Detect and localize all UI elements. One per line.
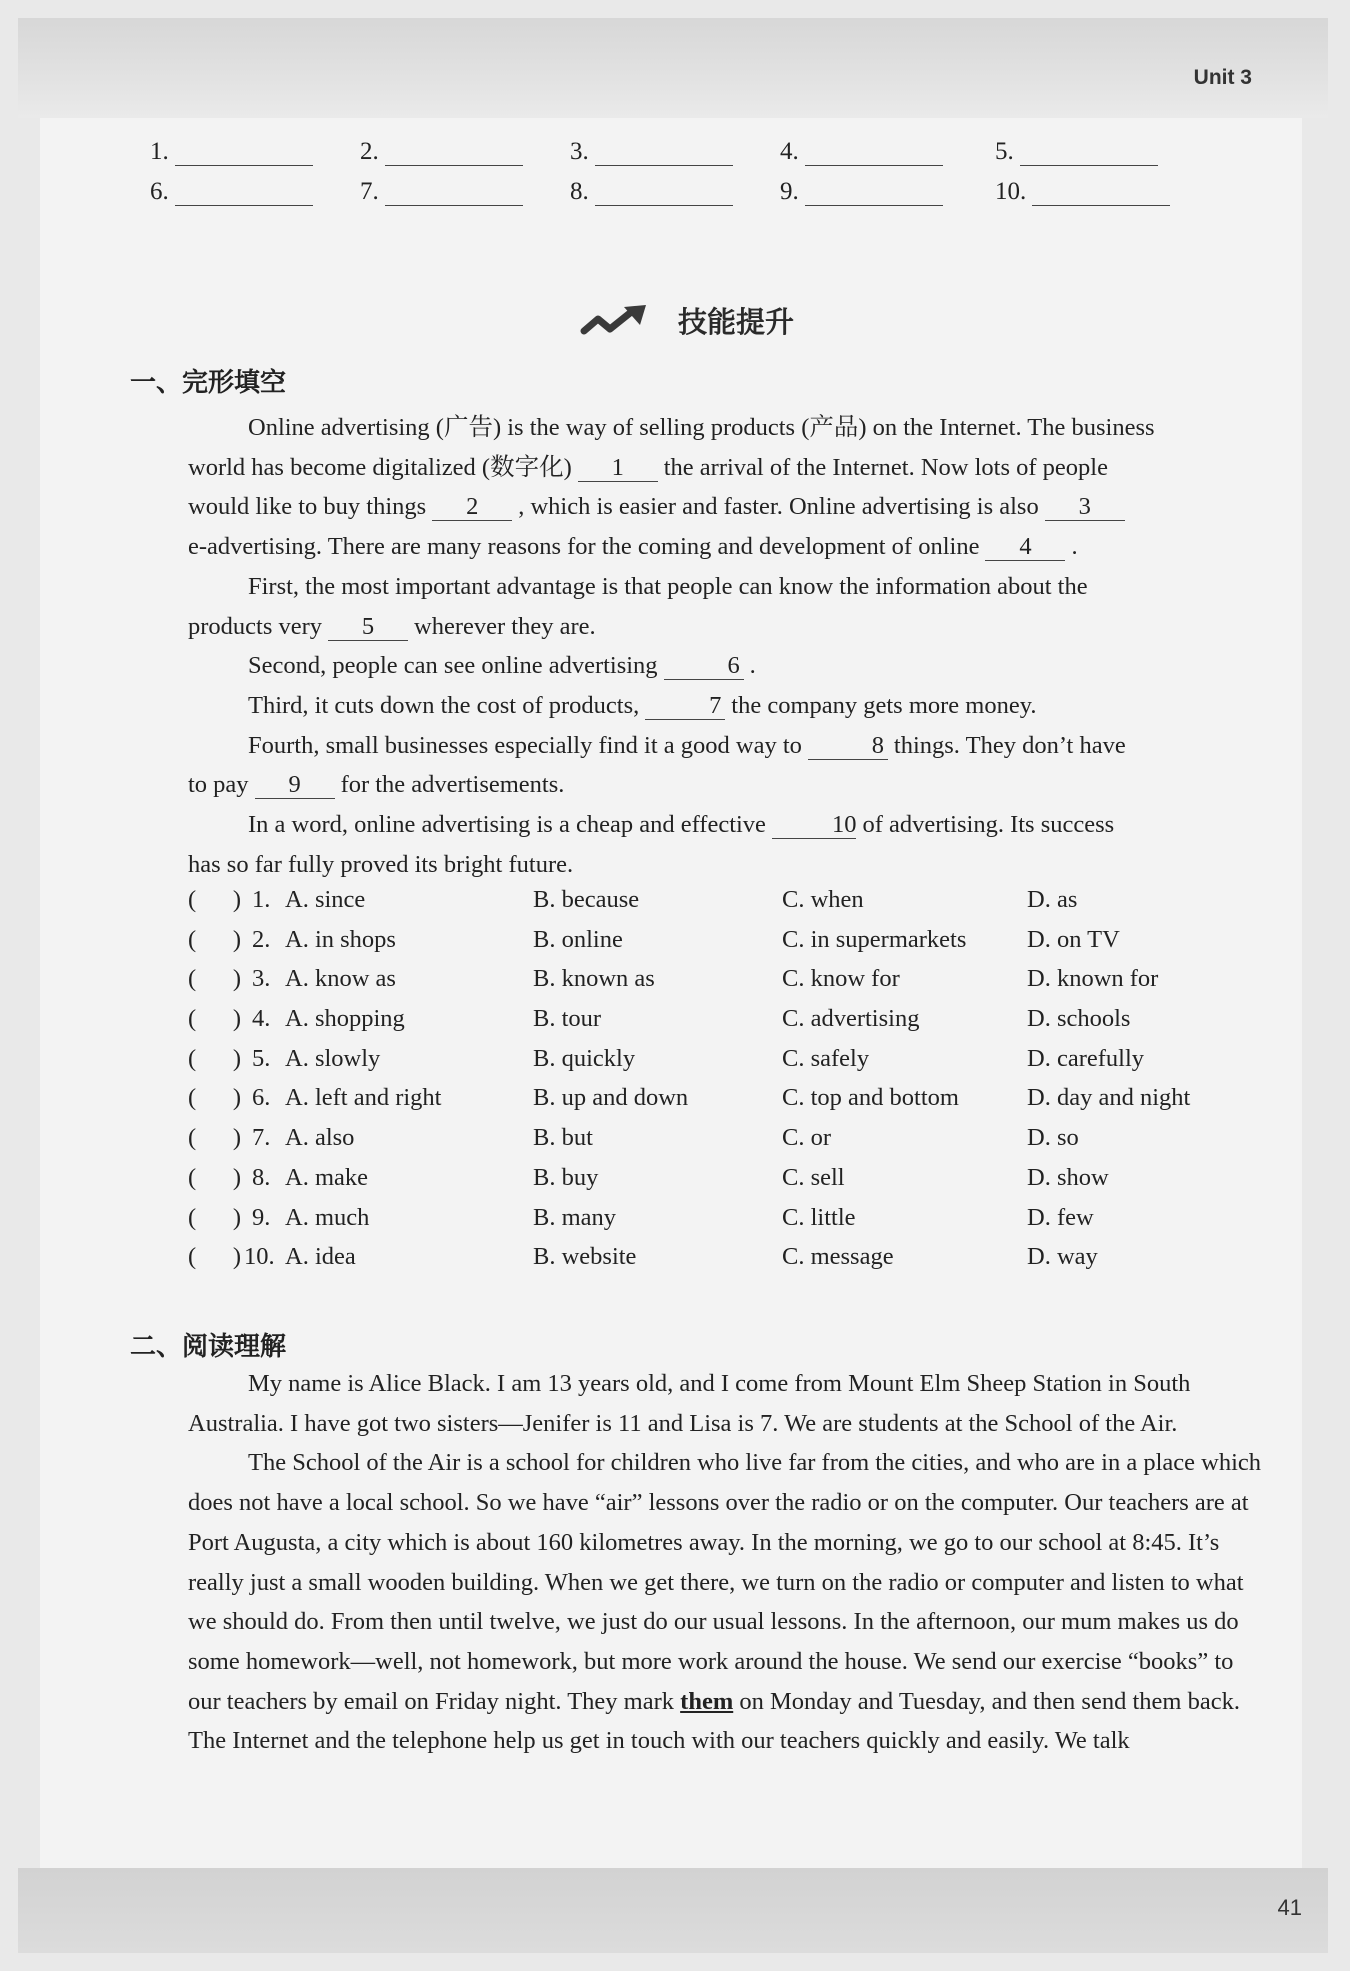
gap-blank[interactable]: 8 <box>808 733 888 760</box>
answer-blank[interactable]: 4. <box>780 138 943 166</box>
page-number: 41 <box>1277 1895 1302 1920</box>
answer-blank[interactable]: 3. <box>570 138 733 166</box>
option-b[interactable]: B. many <box>533 1203 617 1231</box>
answer-paren[interactable]: ( ) <box>188 1124 242 1152</box>
option-b[interactable]: B. quickly <box>533 1044 636 1072</box>
reading-title: 二、阅读理解 <box>130 1332 287 1362</box>
question-row <box>188 880 1268 920</box>
question-number: 4. <box>252 1005 271 1033</box>
option-a[interactable]: A. shopping <box>285 1005 405 1033</box>
option-a[interactable]: A. much <box>285 1203 370 1231</box>
cloze-passage <box>188 408 1268 884</box>
option-d[interactable]: D. few <box>1027 1203 1094 1231</box>
passage-line: Second, people can see online advertising 6 . <box>248 652 756 680</box>
option-a[interactable]: A. know as <box>285 965 396 993</box>
option-d[interactable]: D. known for <box>1027 965 1159 993</box>
gap-blank[interactable]: 4 <box>985 534 1065 561</box>
answer-paren[interactable]: ( ) <box>188 925 242 953</box>
passage-line: products very 5 wherever they are. <box>188 612 596 640</box>
question-row <box>188 1039 1268 1079</box>
question-row <box>188 920 1268 960</box>
answer-paren[interactable]: ( ) <box>188 1163 242 1191</box>
option-d[interactable]: D. carefully <box>1027 1044 1144 1072</box>
reading-paragraph: The School of the Air is a school for children who live far from the cities, and who are in a place which does not have a local school. So we have “air” lessons over the radio or on the computer. Our teachers are at Port Augusta, a city which is about 160 kilometres away. In the morning, we go to our school at 8:45. It’s really just a small wooden building. When we get there, we turn on the radio or computer and listen to what we should do. From then until twelve, we just do our usual lessons. In the afternoon, our mum makes us do some homework—well, not homework, but more work around the house. We send our exercise “books” to our teachers by email on Friday night. They mark them on Monday and Tuesday, and then send them back. The Internet and the telephone help us get in touch with our teachers quickly and easily. We talk <box>188 1449 1262 1755</box>
question-number: 5. <box>252 1044 271 1072</box>
gap-blank[interactable]: 9 <box>255 772 335 799</box>
question-row <box>188 1118 1268 1158</box>
passage-line: Fourth, small businesses especially find it a good way to 8 things. They don’t have <box>248 731 1126 759</box>
option-a[interactable]: A. since <box>285 886 366 913</box>
passage-line: Online advertising (广告) is the way of selling products (产品) on the Internet. The business <box>248 414 1155 441</box>
option-a[interactable]: A. make <box>285 1163 368 1191</box>
answer-blank[interactable]: 7. <box>360 178 523 206</box>
gap-blank[interactable]: 10 <box>772 812 857 839</box>
answer-paren[interactable]: ( ) <box>188 1203 242 1231</box>
scan-bottom-shadow <box>18 1868 1328 1953</box>
option-c[interactable]: C. in supermarkets <box>782 925 967 953</box>
gap-blank[interactable]: 5 <box>328 614 408 641</box>
question-number: 10. <box>244 1243 275 1271</box>
option-d[interactable]: D. as <box>1027 886 1078 913</box>
question-options <box>188 880 1268 1277</box>
gap-blank[interactable]: 1 <box>578 455 658 482</box>
answer-blank[interactable]: 2. <box>360 138 523 166</box>
gap-blank[interactable]: 7 <box>645 693 725 720</box>
question-row <box>188 1078 1268 1118</box>
option-d[interactable]: D. schools <box>1027 1005 1131 1033</box>
option-a[interactable]: A. idea <box>285 1243 356 1271</box>
question-row <box>188 1158 1268 1198</box>
reading-paragraph: My name is Alice Black. I am 13 years old, and I come from Mount Elm Sheep Station in South Australia. I have got two sisters—Jenifer is 11 and Lisa is 7. We are students at the School of the Air. <box>188 1370 1191 1437</box>
option-a[interactable]: A. left and right <box>285 1084 442 1112</box>
answer-blank[interactable]: 8. <box>570 178 733 206</box>
option-b[interactable]: B. tour <box>533 1005 602 1033</box>
option-c[interactable]: C. advertising <box>782 1005 920 1033</box>
option-c[interactable]: C. or <box>782 1124 831 1152</box>
option-c[interactable]: C. know for <box>782 965 900 993</box>
answer-paren[interactable]: ( ) <box>188 1243 242 1271</box>
option-b[interactable]: B. but <box>533 1124 593 1152</box>
emphasized-word: them <box>680 1687 734 1715</box>
answer-blank[interactable]: 1. <box>150 138 313 166</box>
passage-line: First, the most important advantage is that people can know the information about the <box>248 572 1088 600</box>
option-c[interactable]: C. little <box>782 1203 856 1231</box>
question-number: 6. <box>252 1084 271 1112</box>
question-number: 8. <box>252 1163 271 1191</box>
passage-line: e-advertising. There are many reasons for the coming and development of online 4 . <box>188 533 1078 561</box>
question-row <box>188 999 1268 1039</box>
option-d[interactable]: D. on TV <box>1027 925 1120 953</box>
passage-line: has so far fully proved its bright future. <box>188 850 574 878</box>
answer-blank[interactable]: 9. <box>780 178 943 206</box>
answer-paren[interactable]: ( ) <box>188 965 242 993</box>
answer-blank[interactable]: 10. <box>995 178 1170 206</box>
option-d[interactable]: D. so <box>1027 1124 1079 1152</box>
option-c[interactable]: C. message <box>782 1243 894 1271</box>
option-c[interactable]: C. sell <box>782 1163 845 1191</box>
option-d[interactable]: D. way <box>1027 1243 1098 1271</box>
option-c[interactable]: C. safely <box>782 1044 870 1072</box>
skills-heading <box>580 300 794 341</box>
question-number: 3. <box>252 965 271 993</box>
passage-line: would like to buy things 2 , which is easier and faster. Online advertising is also 3 <box>188 487 1268 527</box>
question-row <box>188 1198 1268 1238</box>
question-number: 9. <box>252 1203 271 1231</box>
option-b[interactable]: B. buy <box>533 1163 599 1191</box>
passage-line: Third, it cuts down the cost of products, 7 the company gets more money. <box>248 691 1037 719</box>
answer-blank[interactable]: 6. <box>150 178 313 206</box>
cloze-title: 一、完形填空 <box>130 368 287 398</box>
reading-passage <box>188 1364 1268 1761</box>
option-c[interactable]: C. top and bottom <box>782 1084 959 1112</box>
option-b[interactable]: B. because <box>533 886 640 913</box>
gap-blank[interactable]: 2 <box>432 494 512 521</box>
option-d[interactable]: D. show <box>1027 1163 1109 1191</box>
passage-line: world has become digitalized (数字化) 1 the arrival of the Internet. Now lots of people <box>188 453 1108 481</box>
question-row <box>188 1237 1268 1277</box>
answer-paren[interactable]: ( ) <box>188 886 242 913</box>
option-a[interactable]: A. also <box>285 1124 355 1152</box>
passage-line: In a word, online advertising is a cheap and effective 10 of advertising. Its success <box>248 811 1115 839</box>
skills-heading-title: 技能提升 <box>678 305 795 339</box>
answer-blanks <box>150 138 1250 218</box>
passage-line: to pay 9 for the advertisements. <box>188 771 565 799</box>
answer-paren[interactable]: ( ) <box>188 1084 242 1112</box>
option-b[interactable]: B. online <box>533 925 623 953</box>
scan-top-shadow <box>18 18 1328 118</box>
trend-arrow-icon <box>580 303 660 339</box>
option-b[interactable]: B. known as <box>533 965 655 993</box>
gap-blank[interactable]: 6 <box>664 653 744 680</box>
option-d[interactable]: D. day and night <box>1027 1084 1191 1112</box>
answer-paren[interactable]: ( ) <box>188 1005 242 1033</box>
option-a[interactable]: A. in shops <box>285 925 396 953</box>
answer-paren[interactable]: ( ) <box>188 1044 242 1072</box>
option-b[interactable]: B. website <box>533 1243 637 1271</box>
question-number: 2. <box>252 925 271 953</box>
option-b[interactable]: B. up and down <box>533 1084 689 1112</box>
answer-blank[interactable]: 5. <box>995 138 1158 166</box>
question-row <box>188 959 1268 999</box>
question-number: 1. <box>252 886 271 913</box>
unit-label: Unit 3 <box>1193 66 1252 89</box>
question-number: 7. <box>252 1124 271 1152</box>
option-c[interactable]: C. when <box>782 886 864 913</box>
option-a[interactable]: A. slowly <box>285 1044 381 1072</box>
gap-blank[interactable]: 3 <box>1045 494 1125 521</box>
